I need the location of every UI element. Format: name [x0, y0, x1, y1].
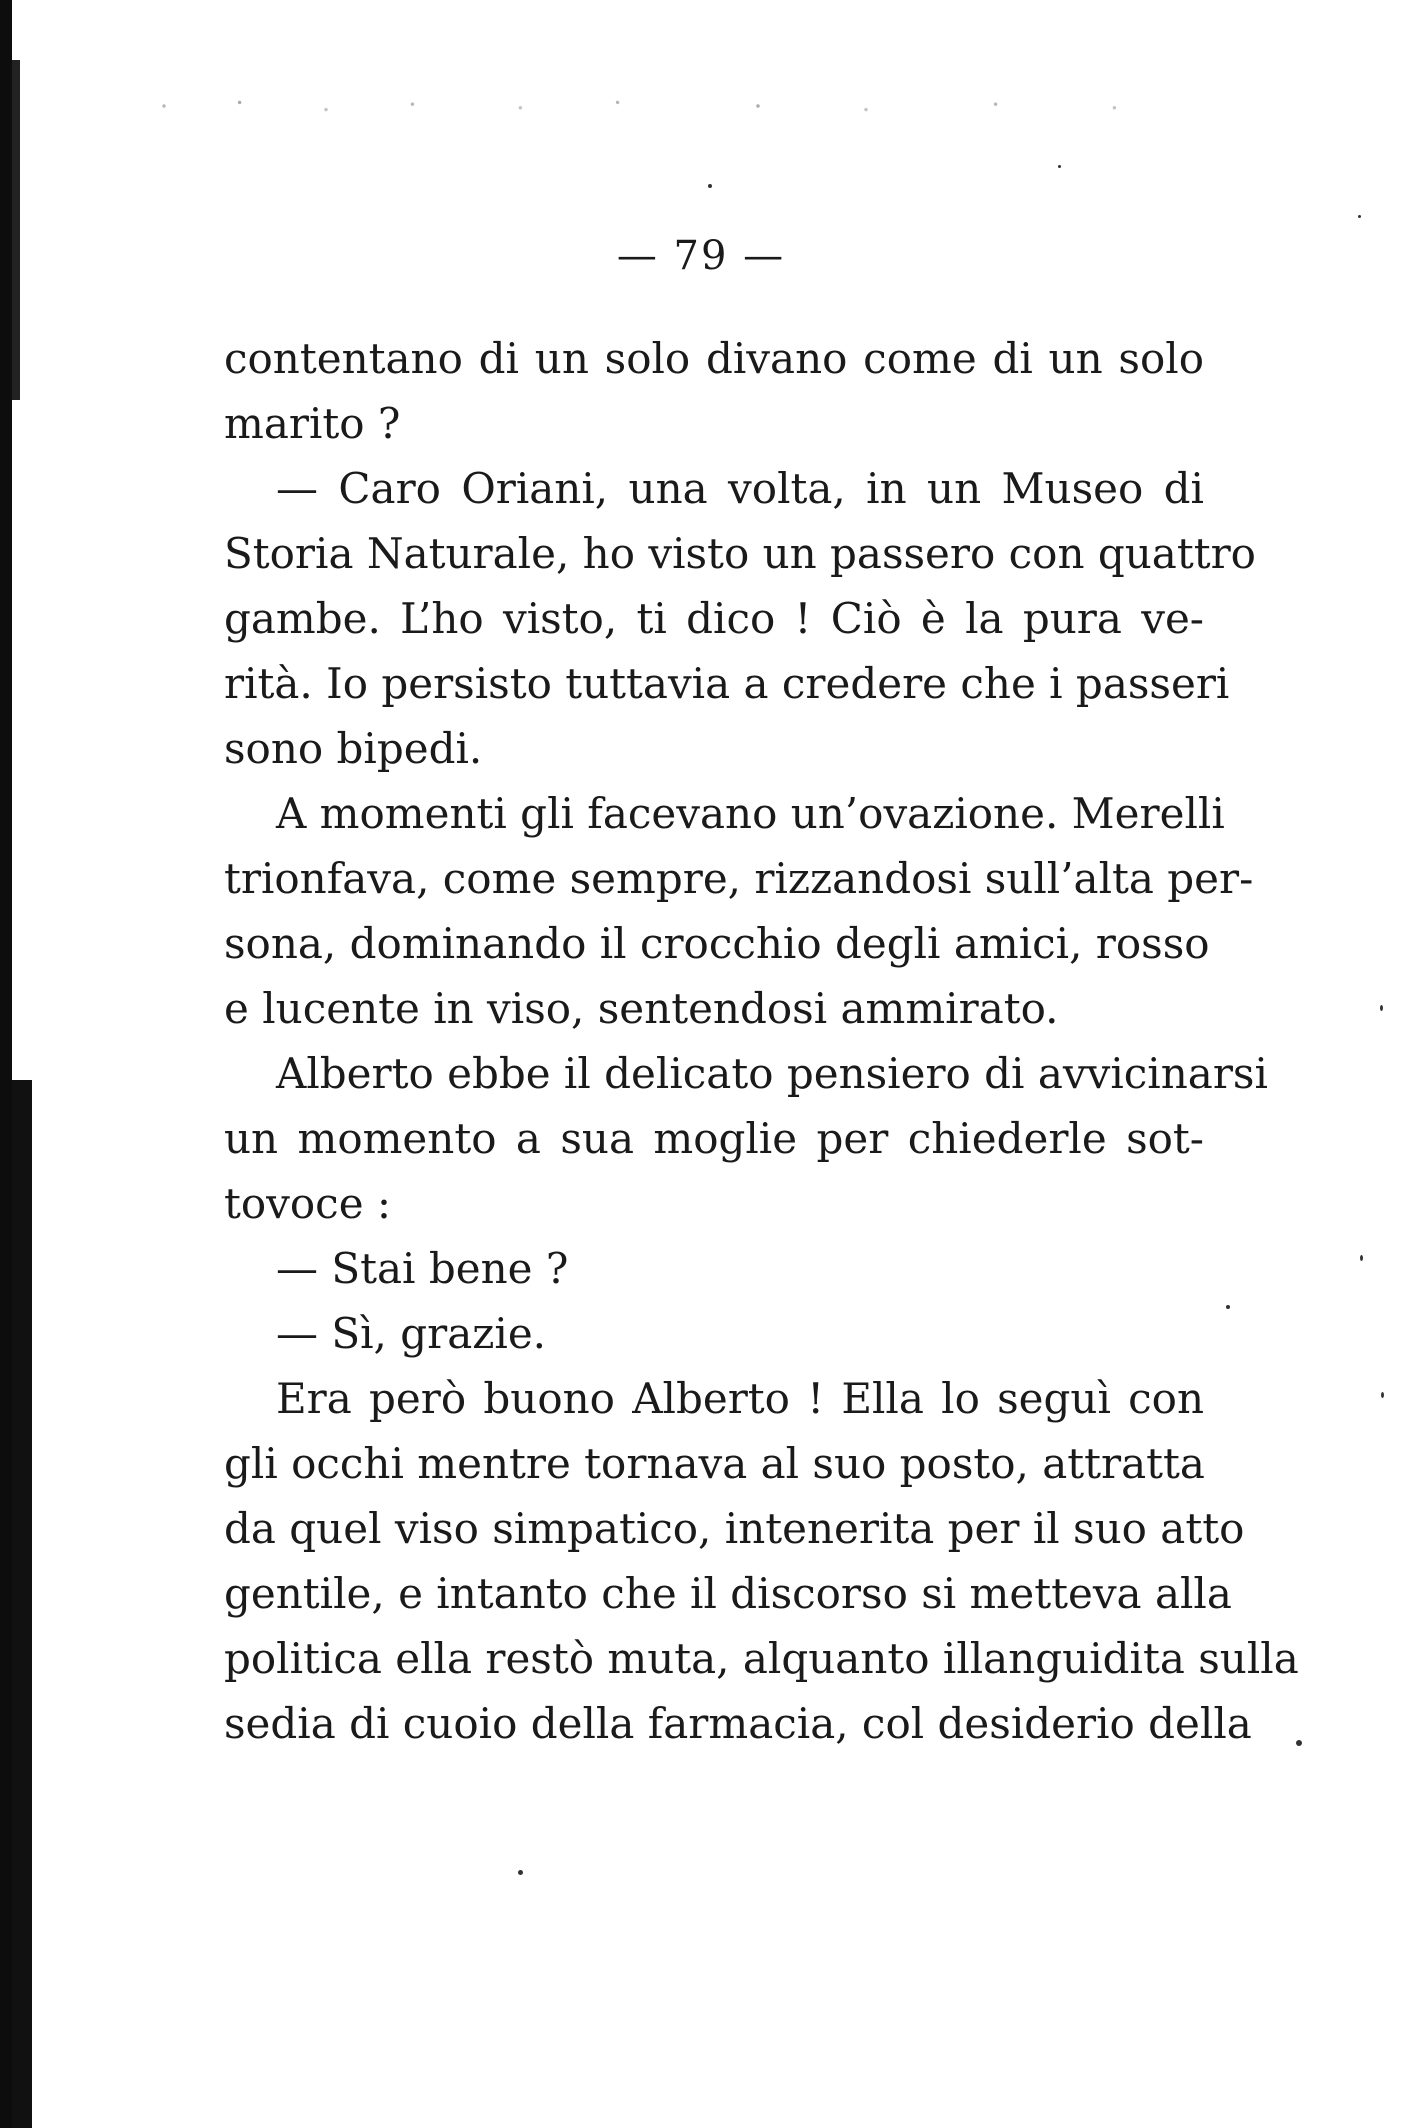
page-number: — 79 — — [616, 233, 786, 279]
text-line: da quel viso simpatico, intenerita per il suo atto — [224, 1504, 1245, 1553]
text-line: — Stai bene ? — [276, 1244, 569, 1293]
text-line: gli occhi mentre tornava al suo posto, attratta — [224, 1439, 1205, 1488]
text-line: sona, dominando il crocchio degli amici, rosso — [224, 919, 1210, 968]
scan-speck — [708, 184, 712, 188]
text-line: Storia Naturale, ho visto un passero con quattro — [224, 529, 1256, 578]
text-line: politica ella restò muta, alquanto illanguidita sulla — [224, 1634, 1299, 1683]
binding-shadow-lower — [12, 1080, 32, 2128]
text-line: marito ? — [224, 399, 401, 448]
scan-speck — [1381, 1392, 1384, 1398]
text-line: trionfava, come sempre, rizzandosi sull’alta per- — [224, 854, 1254, 903]
text-line: rità. Io persisto tuttavia a credere che i passeri — [224, 659, 1230, 708]
text-line: Alberto ebbe il delicato pensiero di avvicinarsi — [276, 1049, 1268, 1098]
text-line: gentile, e intanto che il discorso si metteva alla — [224, 1569, 1232, 1618]
text-line: Era però buono Alberto ! Ella lo seguì con — [276, 1374, 1204, 1423]
text-line: contentano di un solo divano come di un solo — [224, 334, 1204, 383]
body-text — [224, 326, 1299, 1756]
text-line: A momenti gli facevano un’ovazione. Merelli — [276, 789, 1225, 838]
text-line: — Caro Oriani, una volta, in un Museo di — [276, 464, 1204, 513]
text-line: — Sì, grazie. — [276, 1309, 547, 1358]
scan-speck — [1296, 1740, 1302, 1746]
scan-speck — [1058, 165, 1061, 168]
text-line: gambe. L’ho visto, ti dico ! Ciò è la pura ve- — [224, 594, 1204, 643]
scan-speck — [518, 1870, 523, 1875]
scan-speck — [1226, 1305, 1230, 1309]
scan-speck — [1358, 215, 1361, 218]
scan-speck — [1360, 1255, 1363, 1261]
text-line: tovoce : — [224, 1179, 392, 1228]
text-line: e lucente in viso, sentendosi ammirato. — [224, 984, 1059, 1033]
text-line: sono bipedi. — [224, 724, 483, 773]
scan-speck — [1380, 1005, 1383, 1011]
scan-noise — [110, 88, 1190, 124]
text-line: sedia di cuoio della farmacia, col desiderio della — [224, 1699, 1252, 1748]
text-line: un momento a sua moglie per chiederle sot- — [224, 1114, 1204, 1163]
binding-shadow — [0, 0, 12, 2128]
